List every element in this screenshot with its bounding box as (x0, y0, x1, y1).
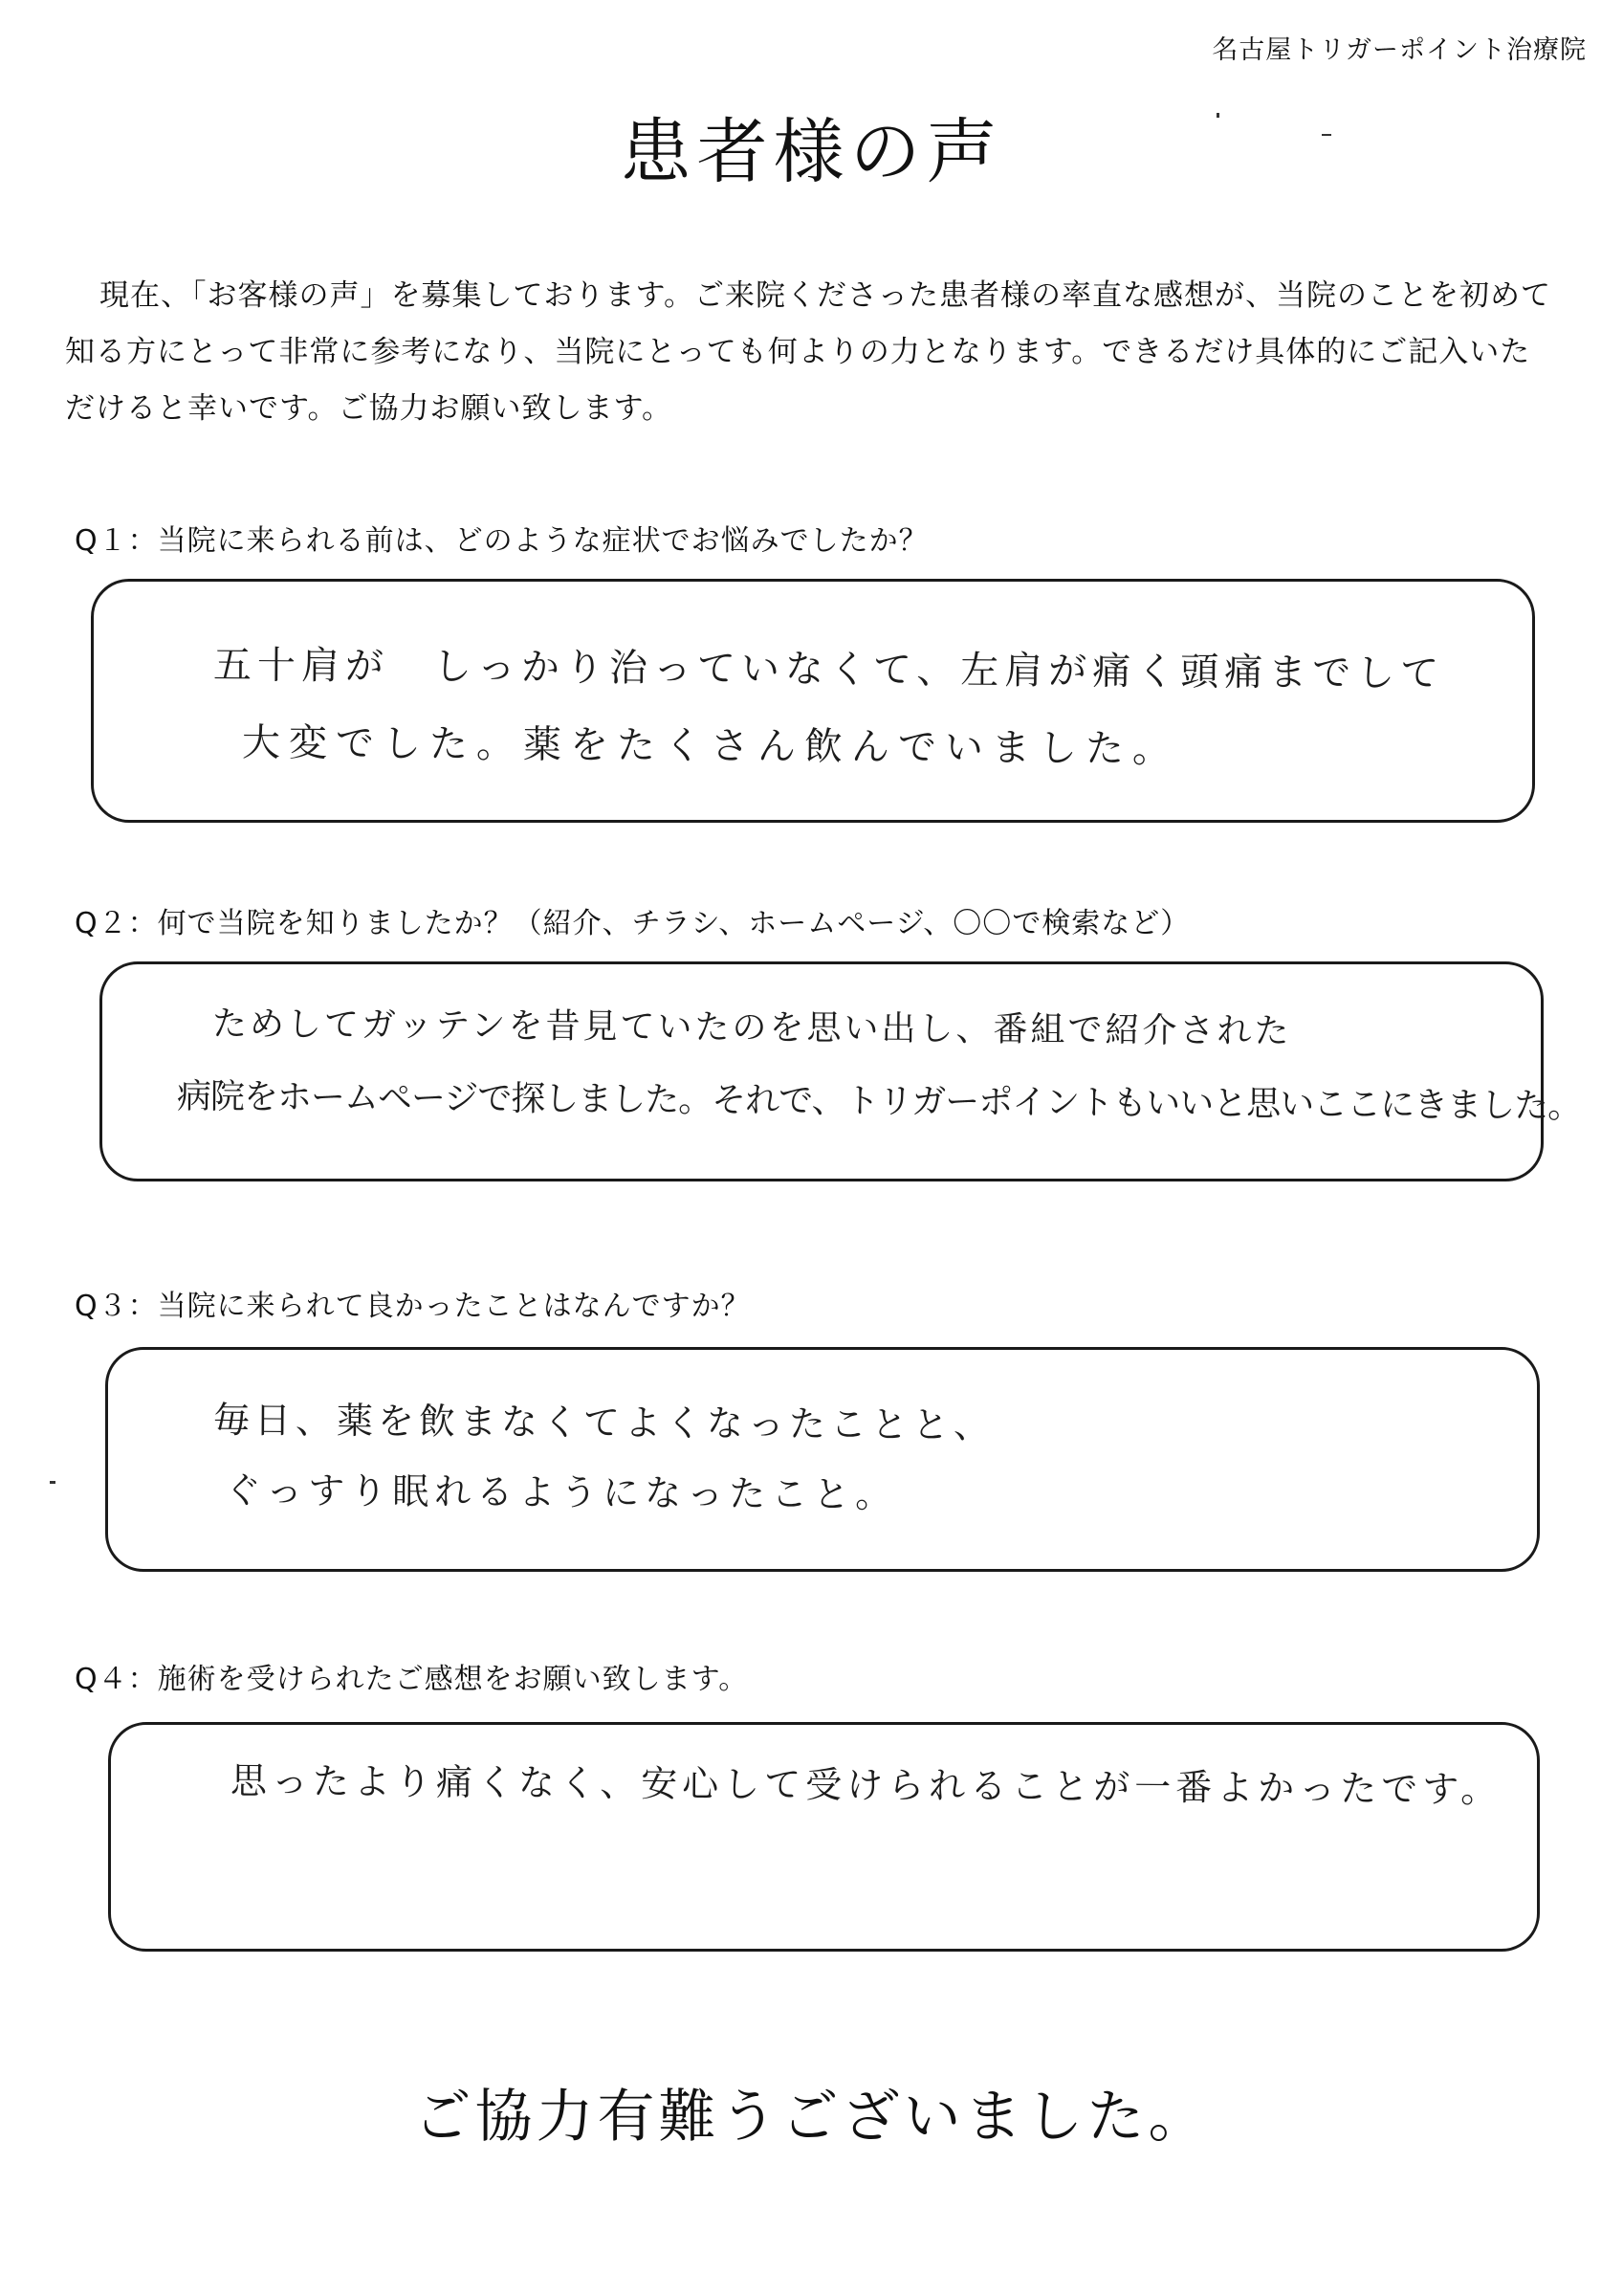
scan-speck (50, 1481, 55, 1484)
answer-4-box (108, 1722, 1540, 1952)
answer-1-box (91, 579, 1535, 823)
page-title: 患者様の声 (620, 111, 1003, 193)
scan-speck (1217, 113, 1219, 118)
answer-3-line-2: ぐっすり眠れるようになったこと。 (224, 1468, 898, 1516)
question-2-label: Q２：何で当院を知りましたか？（紹介、チラシ、ホームページ、〇〇で検索など） (75, 907, 1191, 940)
answer-1-line-1: 五十肩が しっかり治っていなくて、左肩が痛く頭痛までして (212, 643, 1445, 696)
question-1-label: Q１：当院に来られる前は、どのような症状でお悩みでしたか？ (75, 524, 929, 558)
answer-3-box (105, 1347, 1540, 1572)
answer-1-line-2: 大変でした。薬をたくさん飲んでいました。 (241, 720, 1180, 772)
answer-4-line-1: 思ったより痛くなく、安心して受けられることが一番よかったです。 (230, 1759, 1502, 1811)
answer-3-line-1: 毎日、薬を飲まなくてよくなったことと、 (212, 1399, 996, 1446)
answer-2-box (99, 961, 1582, 1181)
answer-2-line-1: ためしてガッテンを昔見ていたのを思い出し、番組で紹介された (211, 1004, 1292, 1051)
answer-2-line-2: 病院をホームページで探しました。それで、トリガーポイントもいいと思いここにきました。 (176, 1076, 1582, 1127)
question-3-label: Q３：当院に来られて良かったことはなんですか？ (75, 1290, 751, 1323)
intro-paragraph: 現在、「お客様の声」を募集しております。ご来院くださった患者様の率直な感想が、当院のことを初めて知る方にとって非常に参考になり、当院にとっても何よりの力となります。できるだけ具体的にご記入いただけると幸いです。ご協力お願い致します。 (65, 278, 1552, 426)
clinic-name: 名古屋トリガーポイント治療院 (1212, 35, 1587, 65)
scan-speck (1322, 134, 1331, 136)
question-4-label: Q４：施術を受けられたご感想をお願い致します。 (75, 1663, 749, 1696)
thank-you-message: ご協力有難うございました。 (413, 2084, 1210, 2151)
